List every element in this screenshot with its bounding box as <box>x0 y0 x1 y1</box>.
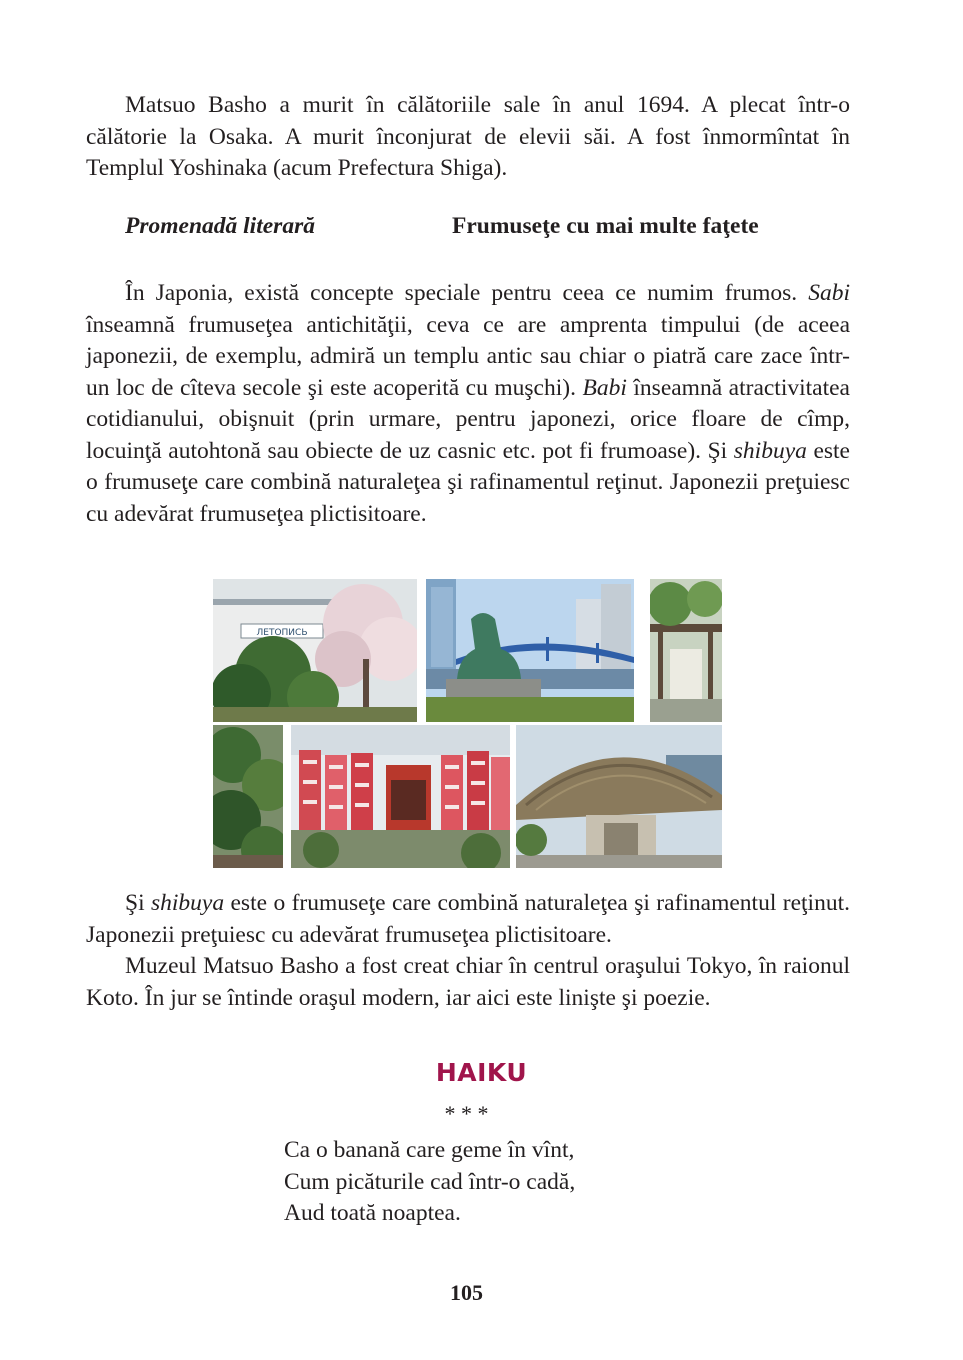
paragraph-museum-location <box>86 951 850 1014</box>
paragraph-beauty-part1: În Japonia, există concepte speciale pentru ceea ce numim frumos. <box>125 280 809 306</box>
photo-collage <box>213 579 722 868</box>
museum-sign-text: ЛЕТОПИСЬ <box>256 628 308 638</box>
section-heading <box>125 213 850 247</box>
haiku-line: Cum picăturile cad într-o cadă, <box>284 1168 576 1195</box>
photo-thatched-hut <box>516 725 722 868</box>
photo-basho-statue <box>426 579 634 722</box>
photo-garden-gate <box>650 579 722 722</box>
photo-garden-foliage <box>213 725 283 868</box>
photo-museum-building <box>213 579 417 722</box>
term-shibuya-2: shibuya <box>151 890 225 916</box>
paragraph-basho-death <box>86 90 850 185</box>
paragraph-beauty-part3: înseamnă atractivitatea cotidianului, obişnuit (prin urmare, pentru japonezi, orice floare de cîmp, locuinţă autohtonă sau obiecte de uz casnic etc. pot fi frumoase). Şi <box>86 374 850 464</box>
haiku-line: Aud toată noaptea. <box>284 1200 461 1226</box>
paragraph-beauty-part2: înseamnă frumuseţea antichităţii, ceva ce are amprenta timpului (de aceea japonezii, de exemplu, admiră un templu antic sau chiar o piatră care zace într-un loc de cîteva secole şi este acoperită cu muşchi). <box>86 311 850 401</box>
paragraph-shibuya-part1: Şi <box>125 890 151 916</box>
section-label: Promenadă literară <box>125 213 315 239</box>
term-babi: Babi <box>582 374 627 401</box>
term-sabi: Sabi <box>808 280 850 306</box>
haiku-line: Ca o banană care geme în vînt, <box>284 1137 575 1163</box>
section-title: Frumuseţe cu mai multe faţete <box>452 213 759 239</box>
paragraph-beauty-concepts <box>86 278 850 530</box>
paragraph-basho-death-text: Matsuo Basho a murit în călătoriile sale în anul 1694. A plecat într-o călătorie la Osaka. A murit înconjurat de elevii săi. A fost înmormîntat în Templul Yoshinaka (acum Prefectura Shiga). <box>86 92 850 181</box>
haiku-separator: * * * <box>444 1101 489 1126</box>
paragraph-shibuya <box>86 888 850 951</box>
haiku-poem <box>284 1135 784 1230</box>
paragraph-shibuya-part2: este o frumuseţe care combină naturaleţea şi rafinamentul reţinut. Japonezii preţuiesc cu adevărat frumuseţea plictisitoare. <box>86 890 850 948</box>
paragraph-beauty-part4: este o frumuseţe care combină naturaleţea şi rafinamentul reţinut. Japonezii preţuiesc cu adevărat frumuseţea plictisitoare. <box>86 437 850 527</box>
page-number: 105 <box>450 1280 483 1305</box>
photo-shrine-banners <box>291 725 510 868</box>
term-shibuya: shibuya <box>733 437 807 464</box>
haiku-title: HAIKU <box>435 1058 528 1087</box>
paragraph-museum-text: Muzeul Matsuo Basho a fost creat chiar în centrul oraşului Tokyo, în raionul Koto. În jur se întinde oraşul modern, iar aici este linişte şi poezie. <box>86 953 850 1011</box>
